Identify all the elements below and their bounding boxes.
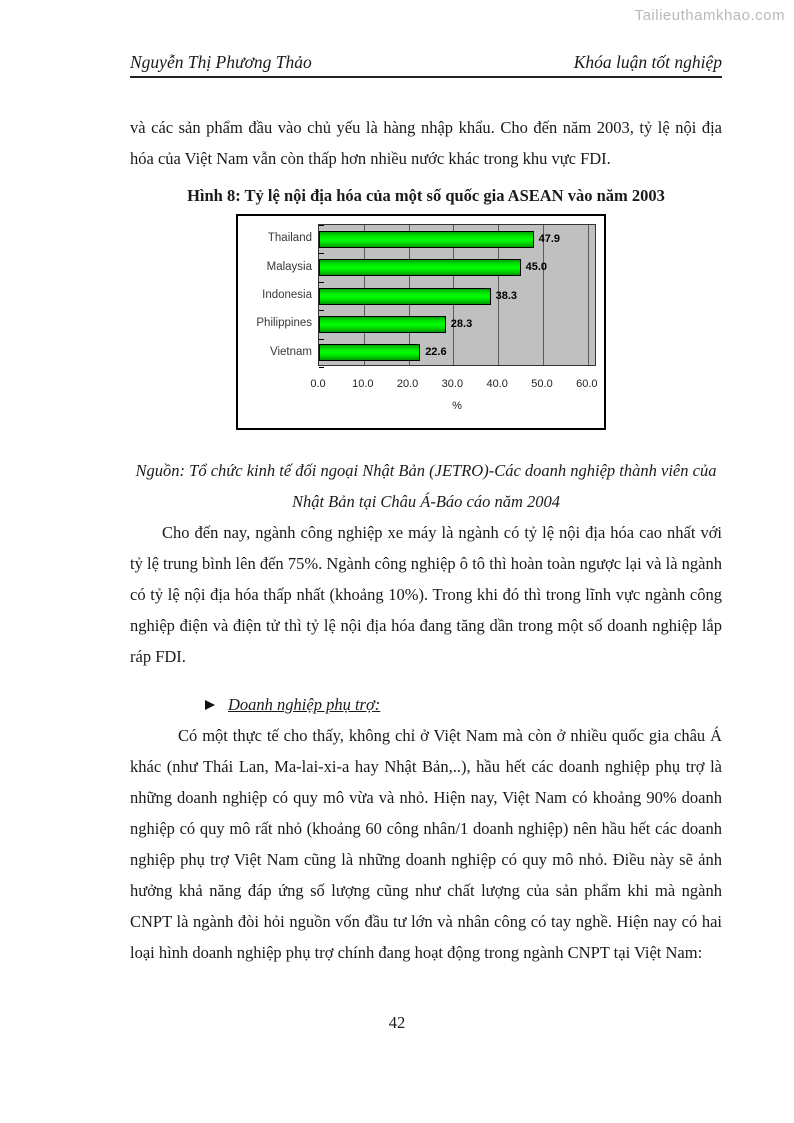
- arrowhead-right-icon: [205, 700, 215, 710]
- category-label-philippines: Philippines: [256, 317, 312, 330]
- plot-area: [318, 224, 596, 366]
- page-header: [130, 52, 722, 78]
- bar-value-label: 22.6: [425, 346, 447, 359]
- intro-paragraph: và các sản phẩm đầu vào chủ yếu là hàng nhập khẩu. Cho đến năm 2003, tỷ lệ nội địa hóa của Việt Nam vẫn còn thấp hơn nhiều nước khác trong khu vực FDI.: [130, 118, 722, 168]
- y-axis-tick: [319, 310, 324, 311]
- bar-malaysia: [319, 259, 521, 276]
- bar-value-label: 38.3: [495, 289, 518, 302]
- x-tick-label: 30.0: [441, 378, 464, 390]
- figure-8-chart: [236, 214, 606, 430]
- bar-indonesia: [319, 288, 491, 305]
- x-tick-label: 40.0: [486, 378, 508, 390]
- y-axis-tick: [319, 225, 324, 226]
- figure-caption: Hình 8: Tỷ lệ nội địa hóa của một số quốc gia ASEAN vào năm 2003: [187, 186, 665, 205]
- x-tick-label: 60.0: [576, 378, 598, 390]
- x-tick-label: 20.0: [396, 378, 419, 390]
- bullet-heading-label: Doanh nghiệp phụ trợ:: [228, 694, 381, 714]
- page-number: 42: [388, 1013, 406, 1032]
- x-tick-label: 10.0: [352, 378, 374, 390]
- bar-vietnam: [319, 344, 420, 361]
- header-thesis-title: Khóa luận tốt nghiệp: [573, 52, 722, 72]
- watermark: Tailieuthamkhao.com: [634, 7, 785, 24]
- bar-value-label: 47.9: [538, 232, 561, 245]
- category-label-malaysia: Malaysia: [266, 260, 312, 273]
- bar-thailand: [319, 231, 534, 248]
- figure-source-note: Nguồn: Tổ chức kinh tế đối ngoại Nhật Bản (JETRO)-Các doanh nghiệp thành viên của Nhật Bản tại Châu Á-Báo cáo năm 2004: [135, 461, 717, 511]
- category-label-vietnam: Vietnam: [270, 345, 312, 358]
- y-axis-tick: [319, 367, 324, 368]
- x-tick-label: 0.0: [310, 378, 326, 390]
- bar-value-label: 28.3: [450, 317, 473, 330]
- header-author: Nguyễn Thị Phương Thảo: [130, 52, 312, 72]
- paragraph-localization-rates: Cho đến nay, ngành công nghiệp xe máy là ngành có tỷ lệ nội địa hóa cao nhất với tỷ lệ trung bình lên đến 75%. Ngành công nghiệp ô tô thì hoàn toàn ngược lại và là ngành có tỷ lệ nội địa hóa thấp nhất (khoảng 10%). Trong khi đó thì trong lĩnh vực ngành công nghiệp điện và điện tử thì tỷ lệ nội địa hóa đang tăng dần trong một số doanh nghiệp lắp ráp FDI.: [130, 523, 722, 666]
- y-axis-tick: [319, 339, 324, 340]
- chart-x-axis-title: %: [452, 400, 462, 412]
- y-axis-tick: [319, 282, 324, 283]
- gridline: [588, 225, 589, 365]
- category-label-indonesia: Indonesia: [262, 289, 312, 301]
- paragraph-supporting-enterprises: Có một thực tế cho thấy, không chỉ ở Việt Nam mà còn ở nhiều quốc gia châu Á khác (như Thái Lan, Ma-lai-xi-a hay Nhật Bản,..), hầu hết các doanh nghiệp phụ trợ là những doanh nghiệp có quy mô vừa và nhỏ. Hiện nay, Việt Nam có khoảng 90% doanh nghiệp có quy mô rất nhỏ (khoảng 60 công nhân/1 doanh nghiệp) nên hầu hết các doanh nghiệp phụ trợ Việt Nam cũng là những doanh nghiệp có quy mô nhỏ. Điều này sẽ ảnh hưởng khả năng đáp ứng số lượng cũng như chất lượng của sản phẩm khi mà ngành CNPT là ngành đòi hỏi nguồn vốn đầu tư lớn và nhân công có tay nghề. Hiện nay có hai loại hình doanh nghiệp phụ trợ chính đang hoạt động trong ngành CNPT tại Việt Nam:: [130, 725, 722, 962]
- y-axis-tick: [319, 253, 324, 254]
- bar-philippines: [319, 316, 446, 333]
- category-label-thailand: Thailand: [267, 232, 312, 245]
- content-column: [130, 0, 722, 984]
- bullet-heading-line: [205, 689, 722, 720]
- x-tick-label: 50.0: [531, 378, 553, 390]
- bar-value-label: 45.0: [525, 261, 548, 274]
